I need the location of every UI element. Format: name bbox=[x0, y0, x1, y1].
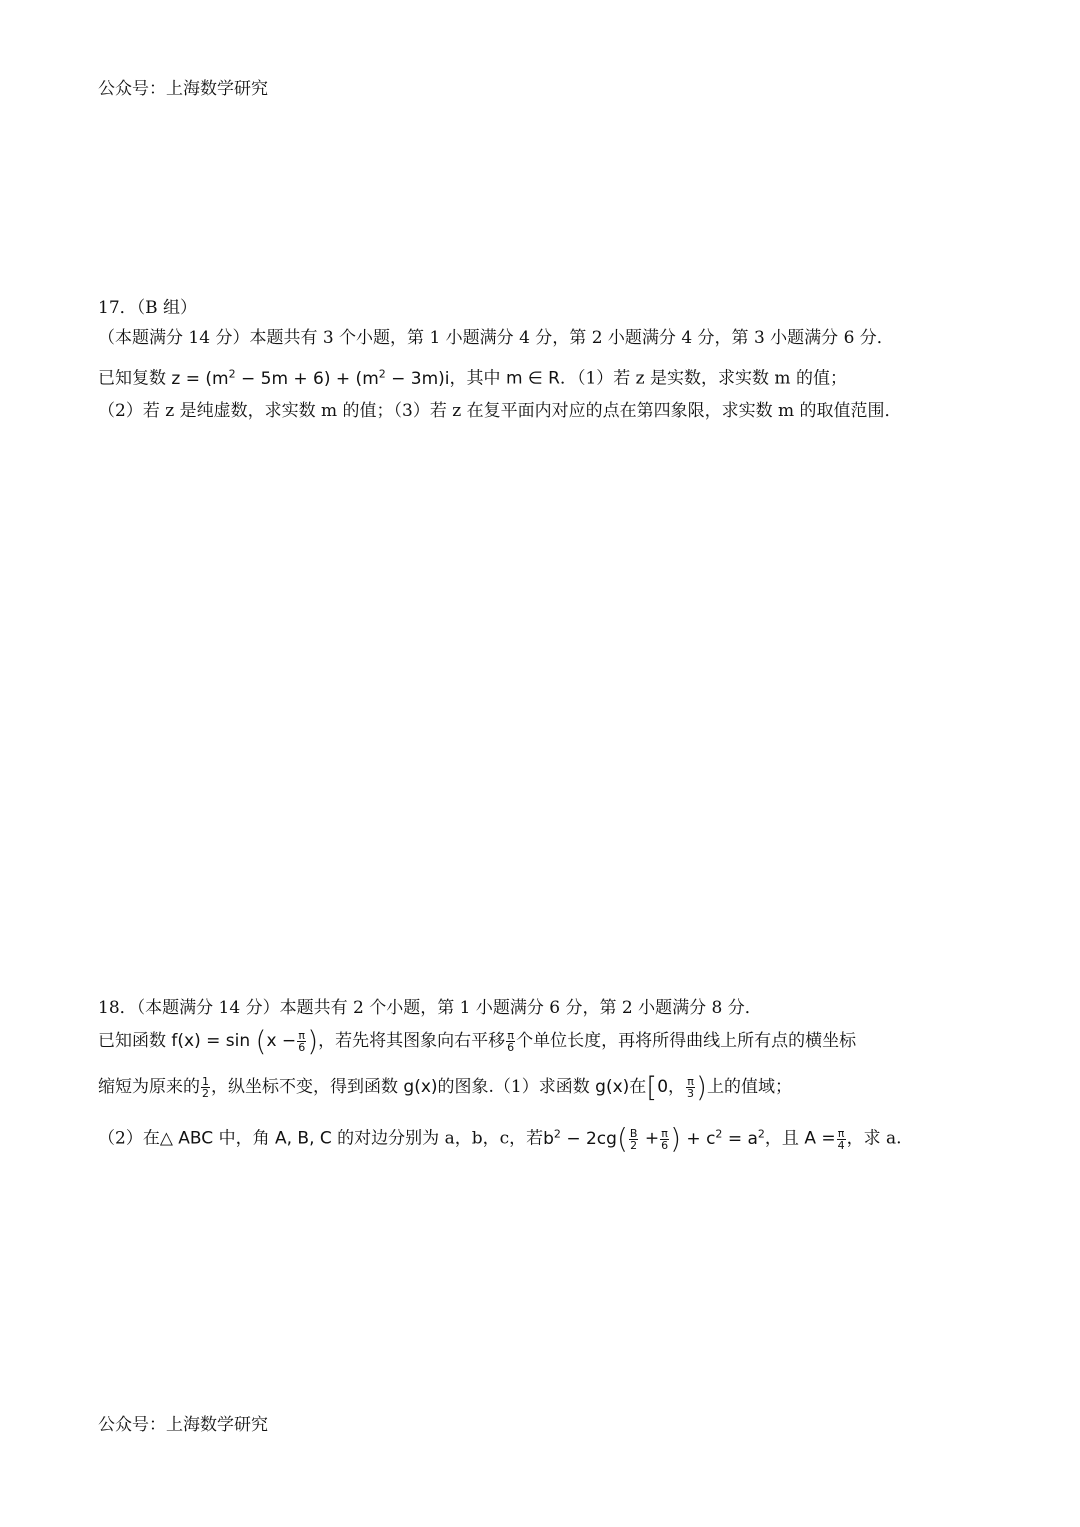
q17-number: 17．（B 组） bbox=[98, 298, 198, 318]
right-paren: ) bbox=[670, 1122, 682, 1156]
formula-fx: f(x) = sin bbox=[171, 1031, 251, 1051]
q17-line-1 bbox=[98, 362, 847, 391]
plus: + bbox=[639, 1128, 660, 1149]
text: 的图象.（1）求函数 bbox=[437, 1077, 596, 1097]
formula-b-squared: $b^2 - 2cg$ bbox=[543, 1127, 617, 1149]
left-paren: ( bbox=[255, 1024, 267, 1058]
text: ，纵坐标不变，得到函数 bbox=[211, 1077, 404, 1097]
q18-line-3 bbox=[98, 1122, 902, 1156]
text: 上的值域； bbox=[706, 1077, 792, 1097]
left-paren: ( bbox=[616, 1122, 628, 1156]
triangle-abc: ABC bbox=[178, 1128, 214, 1149]
fraction-pi-over-4: $\frac{\pi}{4}$ bbox=[837, 1126, 845, 1152]
text: ，若先将其图象向右平移 bbox=[318, 1031, 506, 1051]
text: ，其中 bbox=[449, 368, 506, 389]
right-paren: ) bbox=[696, 1070, 707, 1104]
fraction-one-half: $\frac{1}{2}$ bbox=[202, 1075, 209, 1100]
formula-z: $z = (m^2 - 5m + 6) + (m^2 - 3m)i$ bbox=[171, 367, 450, 389]
text: 在 bbox=[629, 1077, 647, 1097]
formula-gx: g(x) bbox=[595, 1077, 630, 1097]
fraction-b-over-2: $\frac{B}{2}$ bbox=[629, 1126, 638, 1152]
text: 的对边分别为 a，b，c，若 bbox=[331, 1128, 544, 1149]
text: ，求 a. bbox=[846, 1128, 902, 1149]
text: 缩短为原来的 bbox=[98, 1077, 200, 1097]
interval-start: 0， bbox=[657, 1077, 686, 1097]
left-bracket: [ bbox=[646, 1070, 658, 1104]
fraction-pi-over-6: $\frac{\pi}{6}$ bbox=[507, 1029, 515, 1054]
header-text: 公众号：上海数学研究 bbox=[98, 79, 268, 99]
text: 个单位长度，再将所得曲线上所有点的横坐标 bbox=[516, 1031, 857, 1051]
text: ．（1）若 z 是实数，求实数 m 的值； bbox=[559, 368, 847, 389]
fraction-pi-over-6: $\frac{\pi}{6}$ bbox=[298, 1029, 306, 1054]
q18-line-1 bbox=[98, 1024, 857, 1058]
text: （2）在△ bbox=[98, 1128, 179, 1149]
q18-line-2 bbox=[98, 1070, 792, 1104]
footer-text: 公众号：上海数学研究 bbox=[98, 1415, 268, 1435]
formula-m-in-r: m ∈ R bbox=[505, 368, 560, 389]
angles-abc: A, B, C bbox=[274, 1128, 332, 1149]
text: 中，角 bbox=[213, 1128, 275, 1149]
fraction-pi-over-6: $\frac{\pi}{6}$ bbox=[661, 1126, 669, 1152]
formula-c-squared: + $c^2 = a^2$ bbox=[681, 1127, 765, 1149]
formula-x-minus: x − bbox=[266, 1031, 297, 1051]
text: 已知复数 bbox=[98, 368, 172, 389]
formula-gx: g(x) bbox=[403, 1077, 438, 1097]
q17-line-2: （2）若 z 是纯虚数，求实数 m 的值；（3）若 z 在复平面内对应的点在第四象限，求实数 m 的取值范围． bbox=[98, 401, 902, 421]
fraction-pi-over-3: $\frac{\pi}{3}$ bbox=[687, 1075, 695, 1100]
right-paren: ) bbox=[307, 1024, 319, 1058]
q17-score-line: （本题满分 14 分）本题共有 3 个小题，第 1 小题满分 4 分，第 2 小题满分 4 分，第 3 小题满分 6 分． bbox=[98, 328, 894, 348]
text: ，且 bbox=[764, 1128, 805, 1149]
text: 已知函数 bbox=[98, 1031, 172, 1051]
q18-score-line: 18．（本题满分 14 分）本题共有 2 个小题，第 1 小题满分 6 分，第 2 小题满分 8 分． bbox=[98, 998, 762, 1018]
formula-a-equals: A = bbox=[804, 1128, 836, 1149]
